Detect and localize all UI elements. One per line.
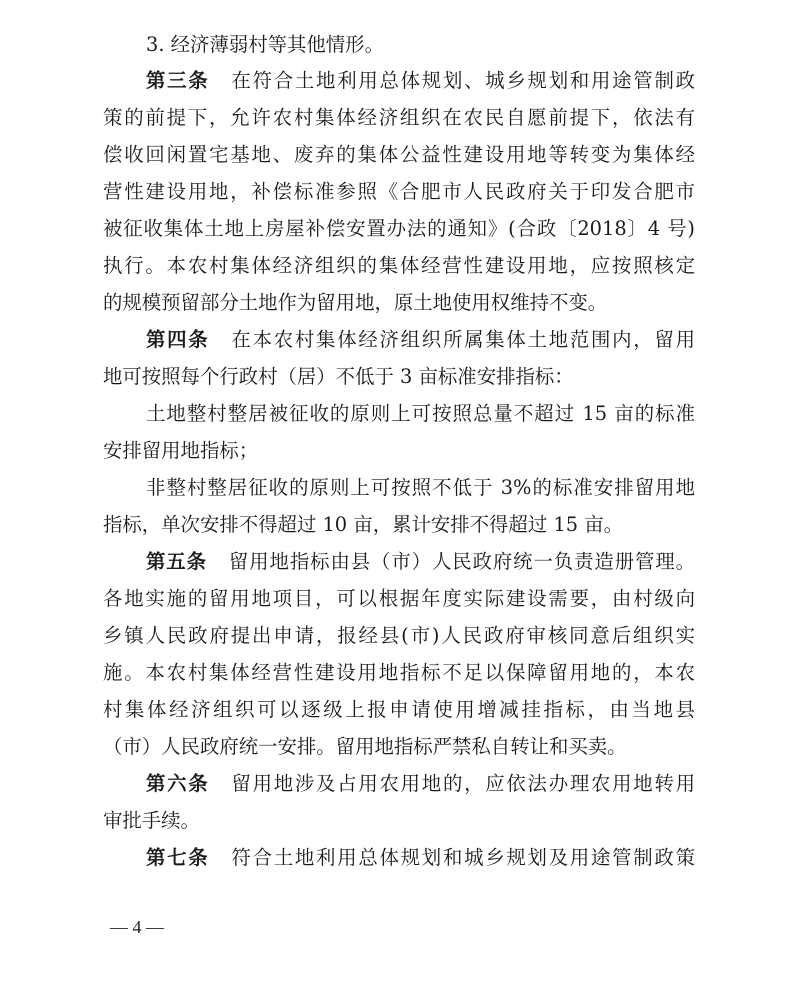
- article-4-item-2-line-2: 指标，单次安排不得超过 10 亩，累计安排不得超过 15 亩。: [103, 513, 623, 536]
- article-3-line-6: 执行。本农村集体经济组织的集体经营性建设用地，应按照核定: [103, 254, 695, 277]
- article-3-text: 在符合土地利用总体规划、城乡规划和用途管制政: [231, 69, 695, 92]
- article-6-line-1: [146, 767, 695, 801]
- article-3-line-4: 营性建设用地，补偿标准参照《合肥市人民政府关于印发合肥市: [103, 180, 695, 203]
- article-4-line-1: [146, 323, 695, 357]
- article-4-title: 第四条: [146, 328, 210, 351]
- article-7-text: 符合土地利用总体规划和城乡规划及用途管制政策: [231, 846, 695, 869]
- article-6-line-2: 审批手续。: [103, 809, 200, 832]
- article-3-line-1: [146, 64, 695, 98]
- article-4-item-2-line-1: 非整村整居征收的原则上可按照不低于 3%的标准安排留用地: [146, 476, 695, 499]
- article-5-line-4: 施。本农村集体经营性建设用地指标不足以保障留用地的，本农: [103, 661, 695, 684]
- article-7-title: 第七条: [146, 846, 210, 869]
- article-5-line-2: 各地实施的留用地项目，可以根据年度实际建设需要，由村级向: [103, 587, 695, 610]
- article-3-line-3: 偿收回闲置宅基地、废弃的集体公益性建设用地等转变为集体经: [103, 143, 695, 166]
- article-5-line-3: 乡镇人民政府提出申请，报经县(市)人民政府审核同意后组织实: [103, 624, 695, 647]
- article-5-line-1: [146, 545, 695, 579]
- article-4-line-2: 地可按照每个行政村（居）不低于 3 亩标准安排指标：: [103, 365, 574, 388]
- article-5-line-6: （市）人民政府统一安排。留用地指标严禁私自转让和买卖。: [103, 735, 627, 758]
- article-6-text: 留用地涉及占用农用地的，应依法办理农用地转用: [231, 772, 695, 795]
- article-3-line-5: 被征收集体土地上房屋补偿安置办法的通知》(合政〔2018〕4 号): [103, 217, 695, 240]
- paragraph-line: 3. 经济薄弱村等其他情形。: [146, 33, 384, 56]
- article-3-line-7: 的规模预留部分土地作为留用地，原土地使用权维持不变。: [103, 291, 608, 314]
- article-3-line-2: 策的前提下，允许农村集体经济组织在农民自愿前提下，依法有: [103, 106, 695, 129]
- article-3-title: 第三条: [146, 69, 210, 92]
- article-5-title: 第五条: [146, 550, 207, 573]
- article-4-item-1-line-2: 安排留用地指标；: [103, 439, 259, 462]
- article-7-line-1: [146, 841, 695, 875]
- article-5-line-5: 村集体经济组织可以逐级上报申请使用增减挂指标，由当地县: [103, 698, 695, 721]
- article-4-text: 在本农村集体经济组织所属集体土地范围内，留用: [231, 328, 695, 351]
- article-5-text: 留用地指标由县（市）人民政府统一负责造册管理。: [228, 550, 695, 573]
- article-6-title: 第六条: [146, 772, 210, 795]
- article-4-item-1-line-1: 土地整村整居被征收的原则上可按照总量不超过 15 亩的标准: [146, 402, 695, 425]
- page-number: — 4 —: [110, 917, 164, 937]
